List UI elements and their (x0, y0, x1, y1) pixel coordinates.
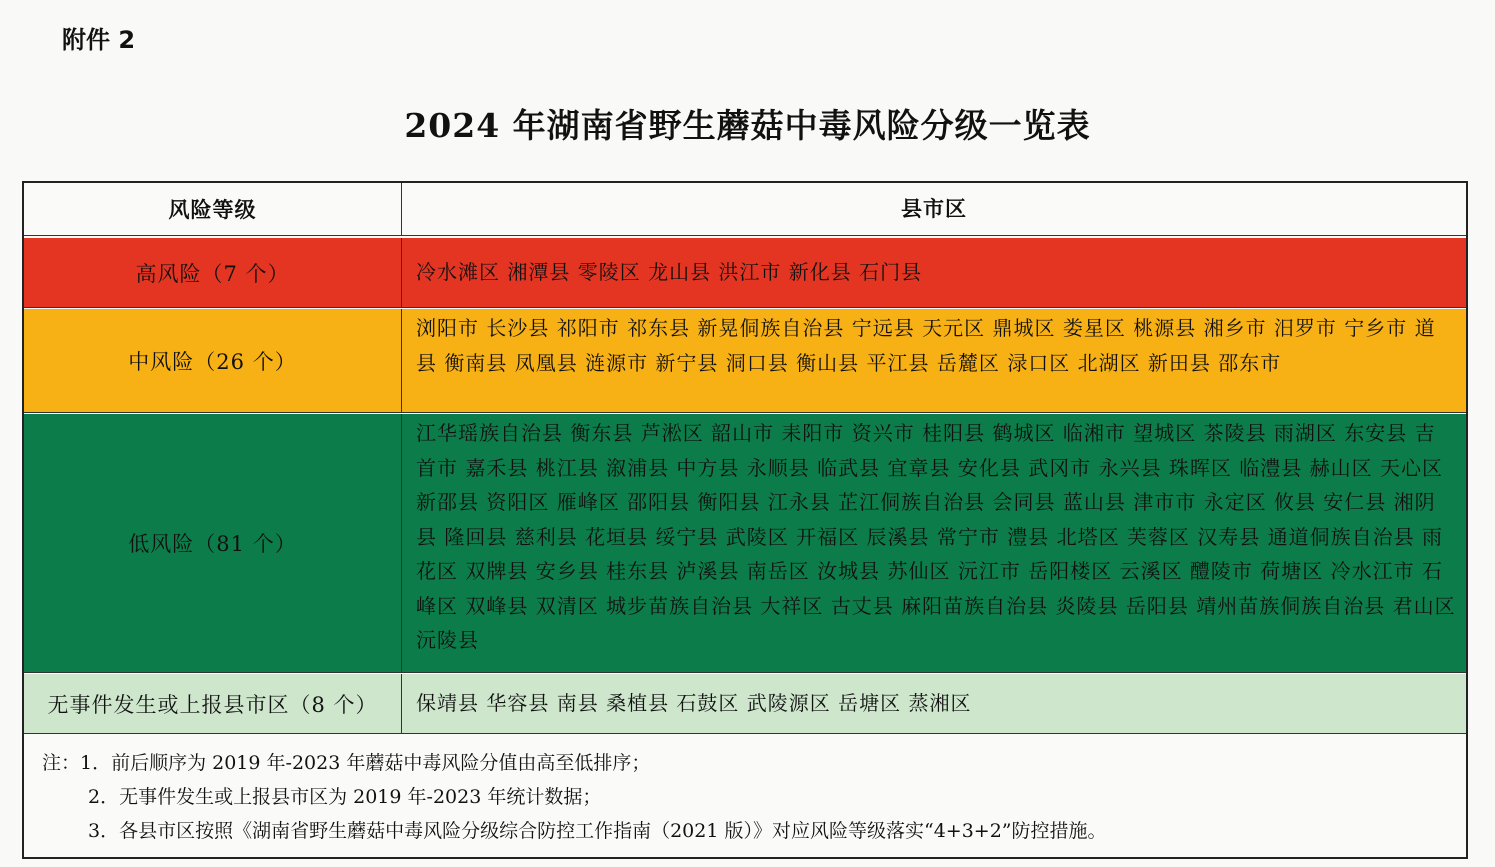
note-line: 注：1．前后顺序为 2019 年-2023 年蘑菇中毒风险分值由高至低排序； (42, 752, 651, 774)
county-list: 冷水滩区 湘潭县 零陵区 龙山县 洪江市 新化县 石门县 (416, 260, 923, 285)
risk-level-label: 中风险（26 个） (24, 309, 402, 412)
table-row-high-risk (24, 238, 1466, 308)
risk-level-label: 低风险（81 个） (24, 414, 402, 672)
attachment-label: 附件 2 (62, 26, 136, 54)
county-list: 江华瑶族自治县 衡东县 芦淞区 韶山市 耒阳市 资兴市 桂阳县 鹤城区 临湘市 望城区 茶陵县 雨湖区 东安县 吉首市 嘉禾县 桃江县 溆浦县 中方县 永顺县 临武县 宜章县 安化县 武冈市 永兴县 珠晖区 临澧县 赫山区 天心区 新邵县 资阳区 雁峰区 邵阳县 衡阳县 江永县 芷江侗族自治县 会同县 蓝山县 津市市 永定区 攸县 安仁县 湘阴县 隆回县 慈利县 花垣县 绥宁县 武陵区 开福区 辰溪县 常宁市 澧县 北塔区 芙蓉区 汉寿县 通道侗族自治县 雨花区 双牌县 安乡县 桂东县 泸溪县 南岳区 汝城县 苏仙区 沅江市 岳阳楼区 云溪区 醴陵市 荷塘区 冷水江市 石峰区 双峰县 双清区 城步苗族自治县 大祥区 古丈县 麻阳苗族自治县 炎陵县 岳阳县 靖州苗族侗族自治县 君山区 沅陵县 (416, 421, 1456, 652)
note-line: 2．无事件发生或上报县市区为 2019 年-2023 年统计数据； (88, 786, 602, 808)
risk-level-label: 高风险（7 个） (24, 238, 402, 307)
table-row-low-risk (24, 414, 1466, 673)
risk-level-label: 无事件发生或上报县市区（8 个） (24, 674, 402, 733)
table-notes (42, 746, 1456, 848)
risk-table (22, 181, 1468, 859)
note-line: 3．各县市区按照《湖南省野生蘑菇中毒风险分级综合防控工作指南（2021 版）》对应风险等级落实“4+3+2”防控措施。 (88, 820, 1107, 842)
header-risk-level: 风险等级 (24, 183, 402, 235)
table-row-medium-risk (24, 309, 1466, 413)
table-row-no-incident (24, 674, 1466, 734)
page-title: 2024 年湖南省野生蘑菇中毒风险分级一览表 (404, 106, 1091, 145)
table-header-row (24, 183, 1466, 236)
county-list: 浏阳市 长沙县 祁阳市 祁东县 新晃侗族自治县 宁远县 天元区 鼎城区 娄星区 桃源县 湘乡市 汨罗市 宁乡市 道县 衡南县 凤凰县 涟源市 新宁县 洞口县 衡山县 平江县 岳麓区 渌口区 北湖区 新田县 邵东市 (416, 316, 1436, 375)
county-list: 保靖县 华容县 南县 桑植县 石鼓区 武陵源区 岳塘区 蒸湘区 (416, 691, 972, 716)
header-counties: 县市区 (901, 196, 967, 221)
